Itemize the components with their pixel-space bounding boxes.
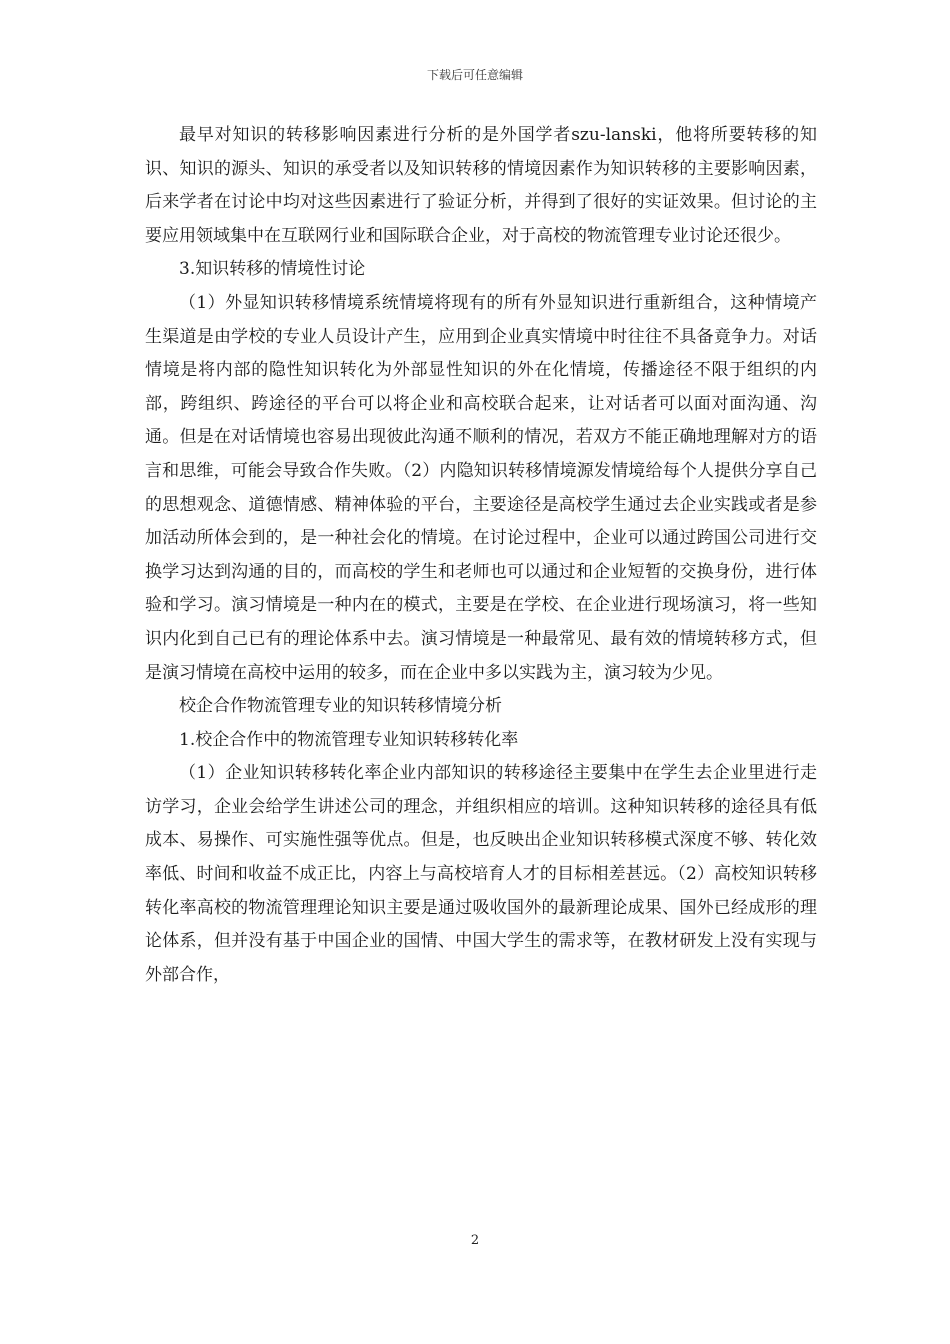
page-number: 2 (470, 1233, 480, 1248)
paragraph-influence-factors: 最早对知识的转移影响因素进行分析的是外国学者szu-lanski，他将所要转移的知识、知识的源头、知识的承受者以及知识转移的情境因素作为知识转移的主要影响因素，后来学者在讨论中均对这些因素进行了验证分析，并得到了很好的实证效果。但讨论的主要应用领域集中在互联网行业和国际联合企业，对于高校的物流管理专业讨论还很少。 (145, 125, 817, 246)
paragraph-situations: （1）外显知识转移情境系统情境将现有的所有外显知识进行重新组合，这种情境产生渠道是由学校的专业人员设计产生，应用到企业真实情境中时往往不具备竟争力。对话情境是将内部的隐性知识转化为外部显性知识的外在化情境，传播途径不限于组织的内部，跨组织、跨途径的平台可以将企业和高校联合起来，让对话者可以面对面沟通、沟通。但是在对话情境也容易出现彼此沟通不顺利的情况，若双方不能正确地理解对方的语言和思维，可能会导致合作失败。（2）内隐知识转移情境源发情境给每个人提供分享自己的思想观念、道德情感、精神体验的平台，主要途径是高校学生通过去企业实践或者是参加活动所体会到的，是一种社会化的情境。在讨论过程中，企业可以通过跨国公司进行交换学习达到沟通的目的，而高校的学生和老师也可以通过和企业短暂的交换身份，进行体验和学习。演习情境是一种内在的模式，主要是在学校、在企业进行现场演习，将一些知识内化到自己已有的理论体系中去。演习情境是一种最常见、最有效的情境转移方式，但是演习情境在高校中运用的较多，而在企业中多以实践为主，演习较为少见。 (145, 292, 817, 683)
section-heading-conversion-rate: 1.校企合作中的物流管理专业知识转移转化率 (179, 729, 519, 750)
section-heading-situational-research: 3.知识转移的情境性讨论 (179, 259, 366, 280)
document-body (145, 119, 817, 992)
page-header: 下载后可任意编辑 (426, 68, 523, 82)
section-heading-analysis: 校企合作物流管理专业的知识转移情境分析 (179, 696, 502, 717)
paragraph-conversion-rate: （1）企业知识转移转化率企业内部知识的转移途径主要集中在学生去企业里进行走访学习，企业会给学生讲述公司的理念，并组织相应的培训。这种知识转移的途径具有低成本、易操作、可实施性强等优点。但是，也反映出企业知识转移模式深度不够、转化效率低、时间和收益不成正比，内容上与高校培育人才的目标相差甚远。（2）高校知识转移转化率高校的物流管理理论知识主要是通过吸收国外的最新理论成果、国外已经成形的理论体系，但并没有基于中国企业的国情、中国大学生的需求等，在教材研发上没有实现与外部合作， (145, 763, 817, 985)
